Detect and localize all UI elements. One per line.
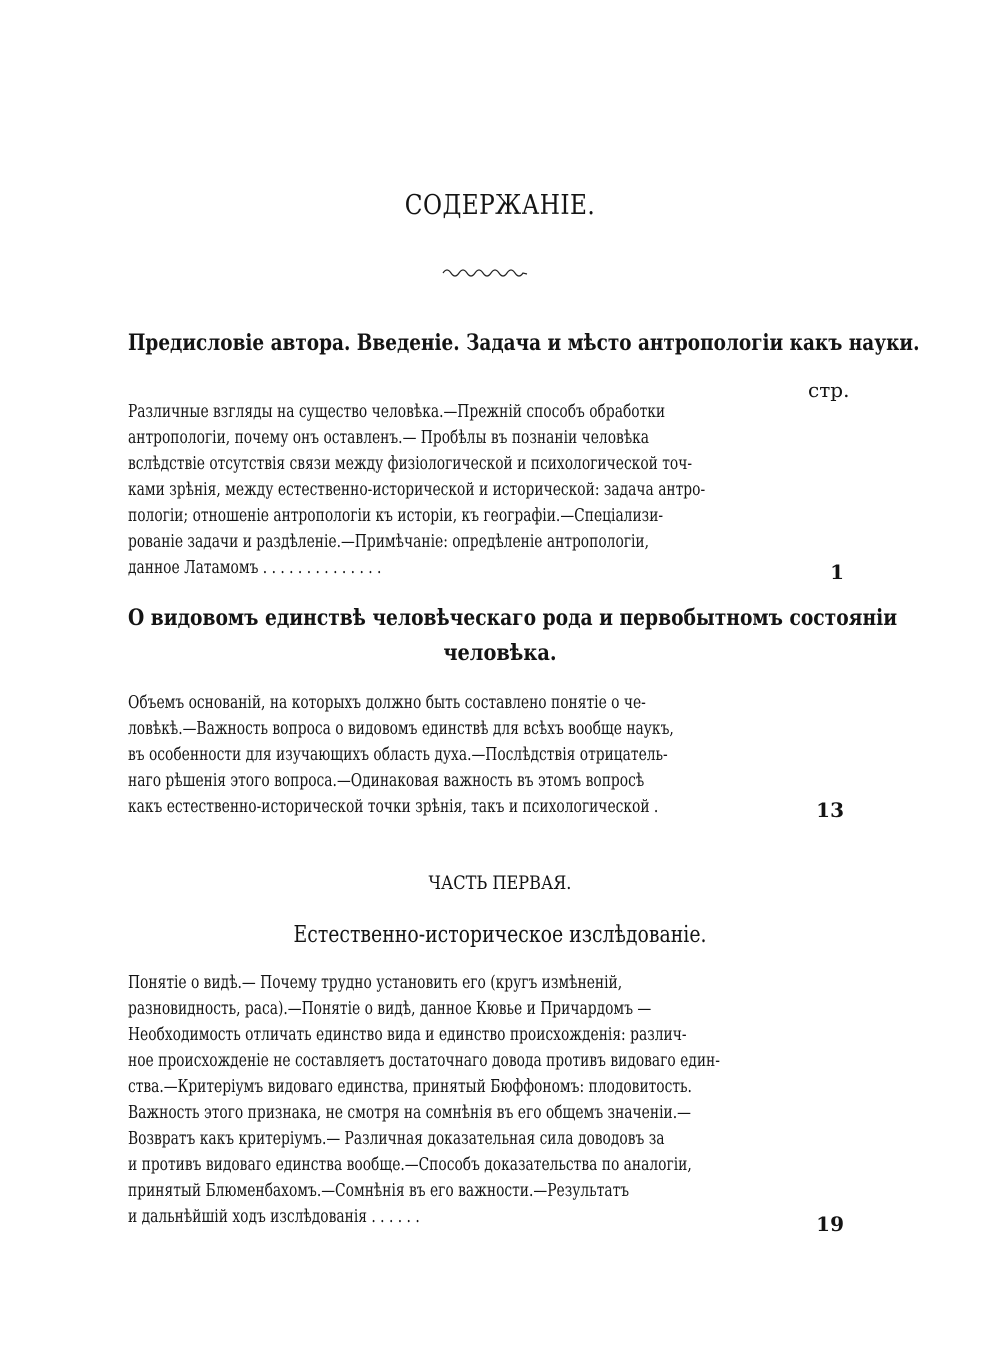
summary-line: Объемъ основаній, на которыхъ должно быть составлено понятіе о че- (128, 693, 646, 713)
summary-line: ловѣкѣ.—Важность вопроса о видовомъ единствѣ для всѣхъ вообще наукъ, (128, 719, 674, 739)
summary-line: какъ естественно-исторической точки зрѣнія, такъ и психологической . (128, 797, 659, 817)
section-summary-species (128, 970, 776, 1230)
summary-line: наго рѣшенія этого вопроса.—Одинаковая важность въ этомъ вопросѣ (128, 771, 645, 791)
section-heading-unity: О видовомъ единствѣ человѣческаго рода и первобытномъ состояніи (128, 605, 898, 631)
page-number: 1 (830, 560, 844, 584)
summary-line: Возвратъ какъ критеріумъ.— Различная доказательная сила доводовъ за (128, 1129, 665, 1149)
decorative-flourish (441, 265, 529, 279)
page-column-label: стр. (808, 378, 850, 402)
page-title: СОДЕРЖАНІЕ. (404, 190, 596, 221)
summary-line: Различные взгляды на существо человѣка.—Прежній способъ обработки (128, 402, 666, 422)
section-summary-preface (128, 399, 776, 581)
summary-line: разновидность, раса).—Понятіе о видѣ, данное Кювье и Причардомъ — (128, 999, 652, 1019)
summary-line: Понятіе о видѣ.— Почему трудно установить его (кругъ измѣненій, (128, 973, 623, 993)
summary-line: пологіи; отношеніе антропологіи къ исторіи, къ географіи.—Спеціализи- (128, 506, 664, 526)
summary-line: Необходимость отличать единство вида и единство происхожденія: различ- (128, 1025, 687, 1045)
summary-line: ное происхожденіе не составляетъ достаточнаго довода противъ видоваго един- (128, 1051, 720, 1071)
page-number: 13 (816, 798, 844, 822)
summary-line: Важность этого признака, не смотря на сомнѣнія въ его общемъ значеніи.— (128, 1103, 691, 1123)
section-heading-preface: Предисловіе автора. Введеніе. Задача и мѣсто антропологіи какъ науки. (128, 330, 920, 356)
summary-line: принятый Блюменбахомъ.—Сомнѣнія въ его важности.—Результатъ (128, 1181, 630, 1201)
page-number: 19 (816, 1212, 844, 1236)
summary-line: данное Латамомъ . . . . . . . . . . . . . . (128, 558, 382, 578)
summary-line: рованіе задачи и раздѣленіе.—Примѣчаніе: опредѣленіе антропологіи, (128, 532, 650, 552)
section-heading-unity-cont: человѣка. (443, 640, 557, 666)
summary-line: и дальнѣйшій ходъ изслѣдованія . . . . . . (128, 1207, 420, 1227)
part-subtitle: Естественно-историческое изслѣдованіе. (293, 922, 707, 948)
summary-line: ками зрѣнія, между естественно-исторической и исторической: задача антро- (128, 480, 706, 500)
part-label: ЧАСТЬ ПЕРВАЯ. (428, 872, 572, 894)
summary-line: ства.—Критеріумъ видоваго единства, принятый Бюффономъ: плодовитость. (128, 1077, 692, 1097)
summary-line: въ особенности для изучающихъ область духа.—Послѣдствія отрицатель- (128, 745, 668, 765)
section-summary-unity (128, 690, 776, 820)
summary-line: вслѣдствіе отсутствія связи между физіологической и психологической точ- (128, 454, 693, 474)
summary-line: антропологіи, почему онъ оставленъ.— Пробѣлы въ познаніи человѣка (128, 428, 650, 448)
summary-line: и противъ видоваго единства вообще.—Способъ доказательства по аналогіи, (128, 1155, 692, 1175)
